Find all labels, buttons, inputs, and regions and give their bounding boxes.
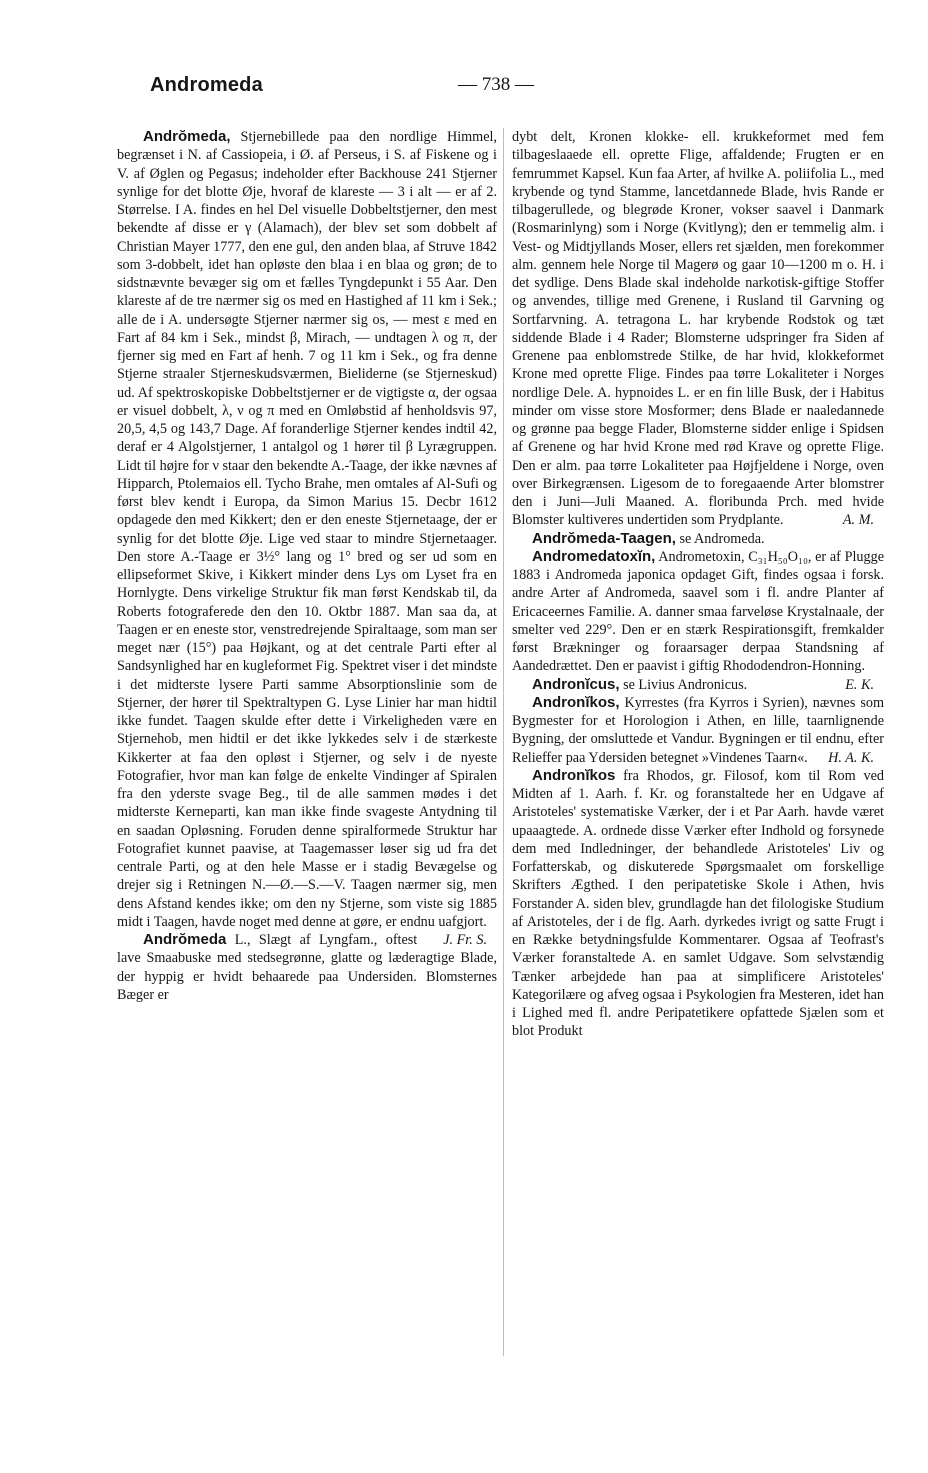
page-number: — 738 —	[458, 74, 534, 95]
entry-headword: Andrŏmeda,	[143, 128, 231, 145]
entry-andromeda-constellation	[117, 128, 497, 948]
left-column	[117, 128, 497, 1004]
entry-text: L., Slægt af Lyngfam., oftest lave Smaabuske med stedsegrønne, glatte og læderagtige Blade, der hyppig er hvidt behaarede paa Undersiden. Blomsternes Bæger er	[117, 932, 497, 1003]
entry-text: se Andromeda.	[675, 530, 765, 547]
entry-andronikos-rhodos	[512, 767, 884, 1041]
entry-signature: A. M.	[842, 512, 874, 529]
entry-headword: Andronĭkos,	[532, 693, 620, 711]
entry-signature: E. K.	[845, 676, 874, 693]
entry-headword: Andrŏmeda-Taagen,	[532, 529, 676, 547]
entry-text: fra Rhodos, gr. Filosof, kom til Rom ved Midten af 1. Aarh. f. Kr. og foranstaltede her en Udgave af Aristoteles' systematiske Værker, der i et Par Aarh. havde været upaaagtede. A. ordnede disse Værker efter Indhold og forsynede dem med Indledninger, der behandlede Aristoteles' Liv og Forfatterskab, og diskuterede Spørgsmaalet om forskellige Skrifters Ægthed. I den peripatetiske Skole i Athen, hvis Forstander A. siden blev, grundlagde han det filologiske Studium af Aristoteles, der i de flg. Aarh. dyrkedes ivrigt og satte Frugt i en Række betydningsfulde Kommentarer. Ogsaa af Teofrast's Værker foranstaltede A. en samlet Udgave. Som selvstændig Tænker arbejdede han paa at simplificere Aristoteles' Kategorilære og afveg ogsaa i Psykologien fra Mesteren, idet han i Lighed med fl. andre Peripatetikere opfattede Sjælen som et blot Produkt	[512, 767, 884, 1040]
entry-signature: J. Fr. S.	[443, 932, 487, 948]
entry-headword: Andromedatoxĭn,	[532, 547, 656, 565]
entry-text: Stjernebillede paa den nordlige Himmel, begrænset i N. af Cassiopeia, i Ø. af Perseus, i S. af Fiskene og i V. af Øglen og Pegasus; indeholder efter Backhouse 241 Stjerner synlige for det blotte Øje, hvoraf de klareste — 3 i alt — er af 2. Størrelse. I A. findes en hel Del visuelle Dobbeltstjerner, den mest bekendte af disse er γ (Alamach), der blev set som dobbelt af Christian Mayer 1777, den ene gul, den anden blaa, af Struve 1842 som 3-dobbelt, idet han opløste den blaa i en blaa og grøn; de to sidstnævnte bevæger sig om et fælles Tyngdepunkt i 55 Aar. Den klareste af de tre nærmer sig os med en Hastighed af 11 km i Sek.; alle de i A. undersøgte Stjerner nærmer sig os, — mest ε med en Fart af 84 km i Sek., mindst β, Mirach, — undtagen λ og π, der fjerner sig med en Fart af henh. 7 og 11 km i Sek., og fra denne Stjerne straaler Stjerneskudsværmen, Bieliderne (se Stjerneskud) ud. Af spektroskopiske Dobbeltstjerner er de vigtigste α, der ogsaa er visuel dobbelt, λ, ν og π med en Omløbstid af henholdsvis 97, 20,5, 4,5 og 143,7 Dage. Af foranderlige Stjerner kendes indtil 42, deraf er 4 Algolstjerner, 1 antalgol og 1 hører til β Lyrægruppen. Lidt til højre for ν staar den bekendte A.-Taage, der ikke nævnes af Hipparch, Ptolemaios ell. Tycho Brahe, men omtales af Al-Sufi og først blev kendt i Europa, da Simon Marius 15. Decbr 1612 opdagede den med Kikkert; den er den eneste Stjernetaage, der er synlig for det blotte Øje. Lige ved staar to mindre Stjernetaager. Den store A.-Taage er 3½° lang og 1° bred og ser ud som en ellipseformet Skive, i Kikkert minder dens Lys om Lyset fra en Hornlygte. Dens virkelige Struktur fik man først Kendskab til, da Roberts fotograferede den den 10. Oktbr 1887. Man saa da, at Taagen er en eneste stor, venstredrejende Spiraltaage, som man ser meget nær (15°) paa Højkant, og at det centrale Parti efter al Sandsynlighed har en kugleformet Fig. Spektret viser i det mindste i det midterste lysere Parti samme Absorptionslinie som de Stjerner, der hører til Spektraltypen G. Lyse Linier har man hidtil ikke fundet. Taagen skulde efter dette i Virkeligheden være en Stjernehob, men hidtil er det ikke lykkedes selv i de stærkeste Kikkerter at faa den opløst i Stjerner, og selv i de nyeste Fotografier, hvor man kan følge de enkelte Vindinger af Spiralen fra den yderste svage Beg., til de alle sammen mødes i det midterste Kerneparti, kan man ikke finde svageste Antydning til en saadan Opløsning. Foruden denne spiralformede Struktur har Fotografiet kunnet paavise, at Taagemasser løser sig ud fra det centrale Parti, og at den hele Masse er i stadig Bevægelse og drejer sig i Retningen N.—Ø.—S.—V. Taagen nærmer sig, men dens Afstand kendes ikke; om den ny Stjerne, som viste sig 1885 midt i Taagen, havde noget med denne at gøre, er endnu uafgjort.	[117, 129, 497, 930]
entry-andromeda-genus-continued	[512, 128, 884, 530]
running-title: Andromeda	[150, 74, 263, 96]
column-divider	[503, 128, 504, 1356]
entry-text: Kyrrestes (fra Kyrros i Syrien), nævnes som Bygmester for et Horologion i Athen, en lille, taarnlignende Bygning, der omsluttede et Vandur. Bygningen er til endnu, efter Relieffer paa Ydersiden betegnet »Vindenes Taarn«.	[512, 694, 884, 766]
entry-headword: Andrŏmeda	[143, 931, 227, 948]
entry-headword: Andronĭcus,	[532, 675, 620, 693]
entry-text: dybt delt, Kronen klokke- ell. krukkeformet med fem tilbageslaaede ell. oprette Flige, affaldende; Frugten er en femrummet Kapsel. Kun faa Arter, af hvilke A. poliifolia L., med krybende og tynd Stamme, lancetdannede Blade, hvis Rande er tilbagerullede, og blegrøde Kroner, vokser saavel i Danmark (Rosmarinlyng) som i Norge (Kvitlyng); den er temmelig alm. i Vest- og Midtjyllands Moser, ellers ret sjælden, men forekommer alm. gennem hele Norge til Magerø og gaar 10—1200 m o. H. i det sydlige. Dens Blade skal indeholde narkotisk-giftige Stoffer og anvendes, tillige med Grenene, i Rusland til Garvning og Sortfarvning. A. tetragona L. har krybende Rodstok og tæt siddende Blade i 4 Rader; Blomsterne udspringer fra Siden af Grenene paa enblomstrede Stilke, de har hvid, klokkeformet Krone med oprette Flige. Findes paa tørre Lokaliteter i Norges nordlige Dele. A. hypnoides L. er en fin lille Busk, der i Habitus minder om visse store Mosformer; dens Blade er naaledannede og grønne paa begge Flader, Blomsterne sidder enlige i Spidsen af Grenene og har hvid Krone med rød Krave og oprette Flige. Den er alm. paa tørre Lokaliteter paa Højfjeldene i Norge, oven over Birkegrænsen. Ligesom de to foregaaende Arter blomstrer den i Juni—Juli Maaned. A. floribunda Prch. med hvide Blomster kultiveres undertiden som Prydplante.	[512, 129, 884, 529]
right-column	[512, 128, 884, 1041]
entry-text: Andrometoxin, C₃₁H₅₀O₁₀, er af Plugge 1883 i Andromeda japonica opdaget Gift, findes ogsaa i forsk. andre Arter af Andromeda, saavel som i fl. andre Planter af Ericaceernes Familie. A. danner smaa farveløse Krystalnaale, der smelter ved 229°. Den er en stærk Respirationsgift, fremkalder først Brækninger og foraarsager derpaa Standsning af Aandedrættet. Den er paavist i giftig Rhododendron-Honning.	[512, 548, 884, 675]
entry-text: se Livius Andronicus.	[619, 676, 748, 693]
entry-andromeda-taagen	[512, 530, 884, 548]
entry-andronikos-kyrrestes	[512, 694, 884, 767]
page-header	[150, 74, 880, 102]
entry-signature: H. A. K.	[828, 749, 874, 766]
entry-headword: Andronĭkos	[532, 766, 616, 784]
